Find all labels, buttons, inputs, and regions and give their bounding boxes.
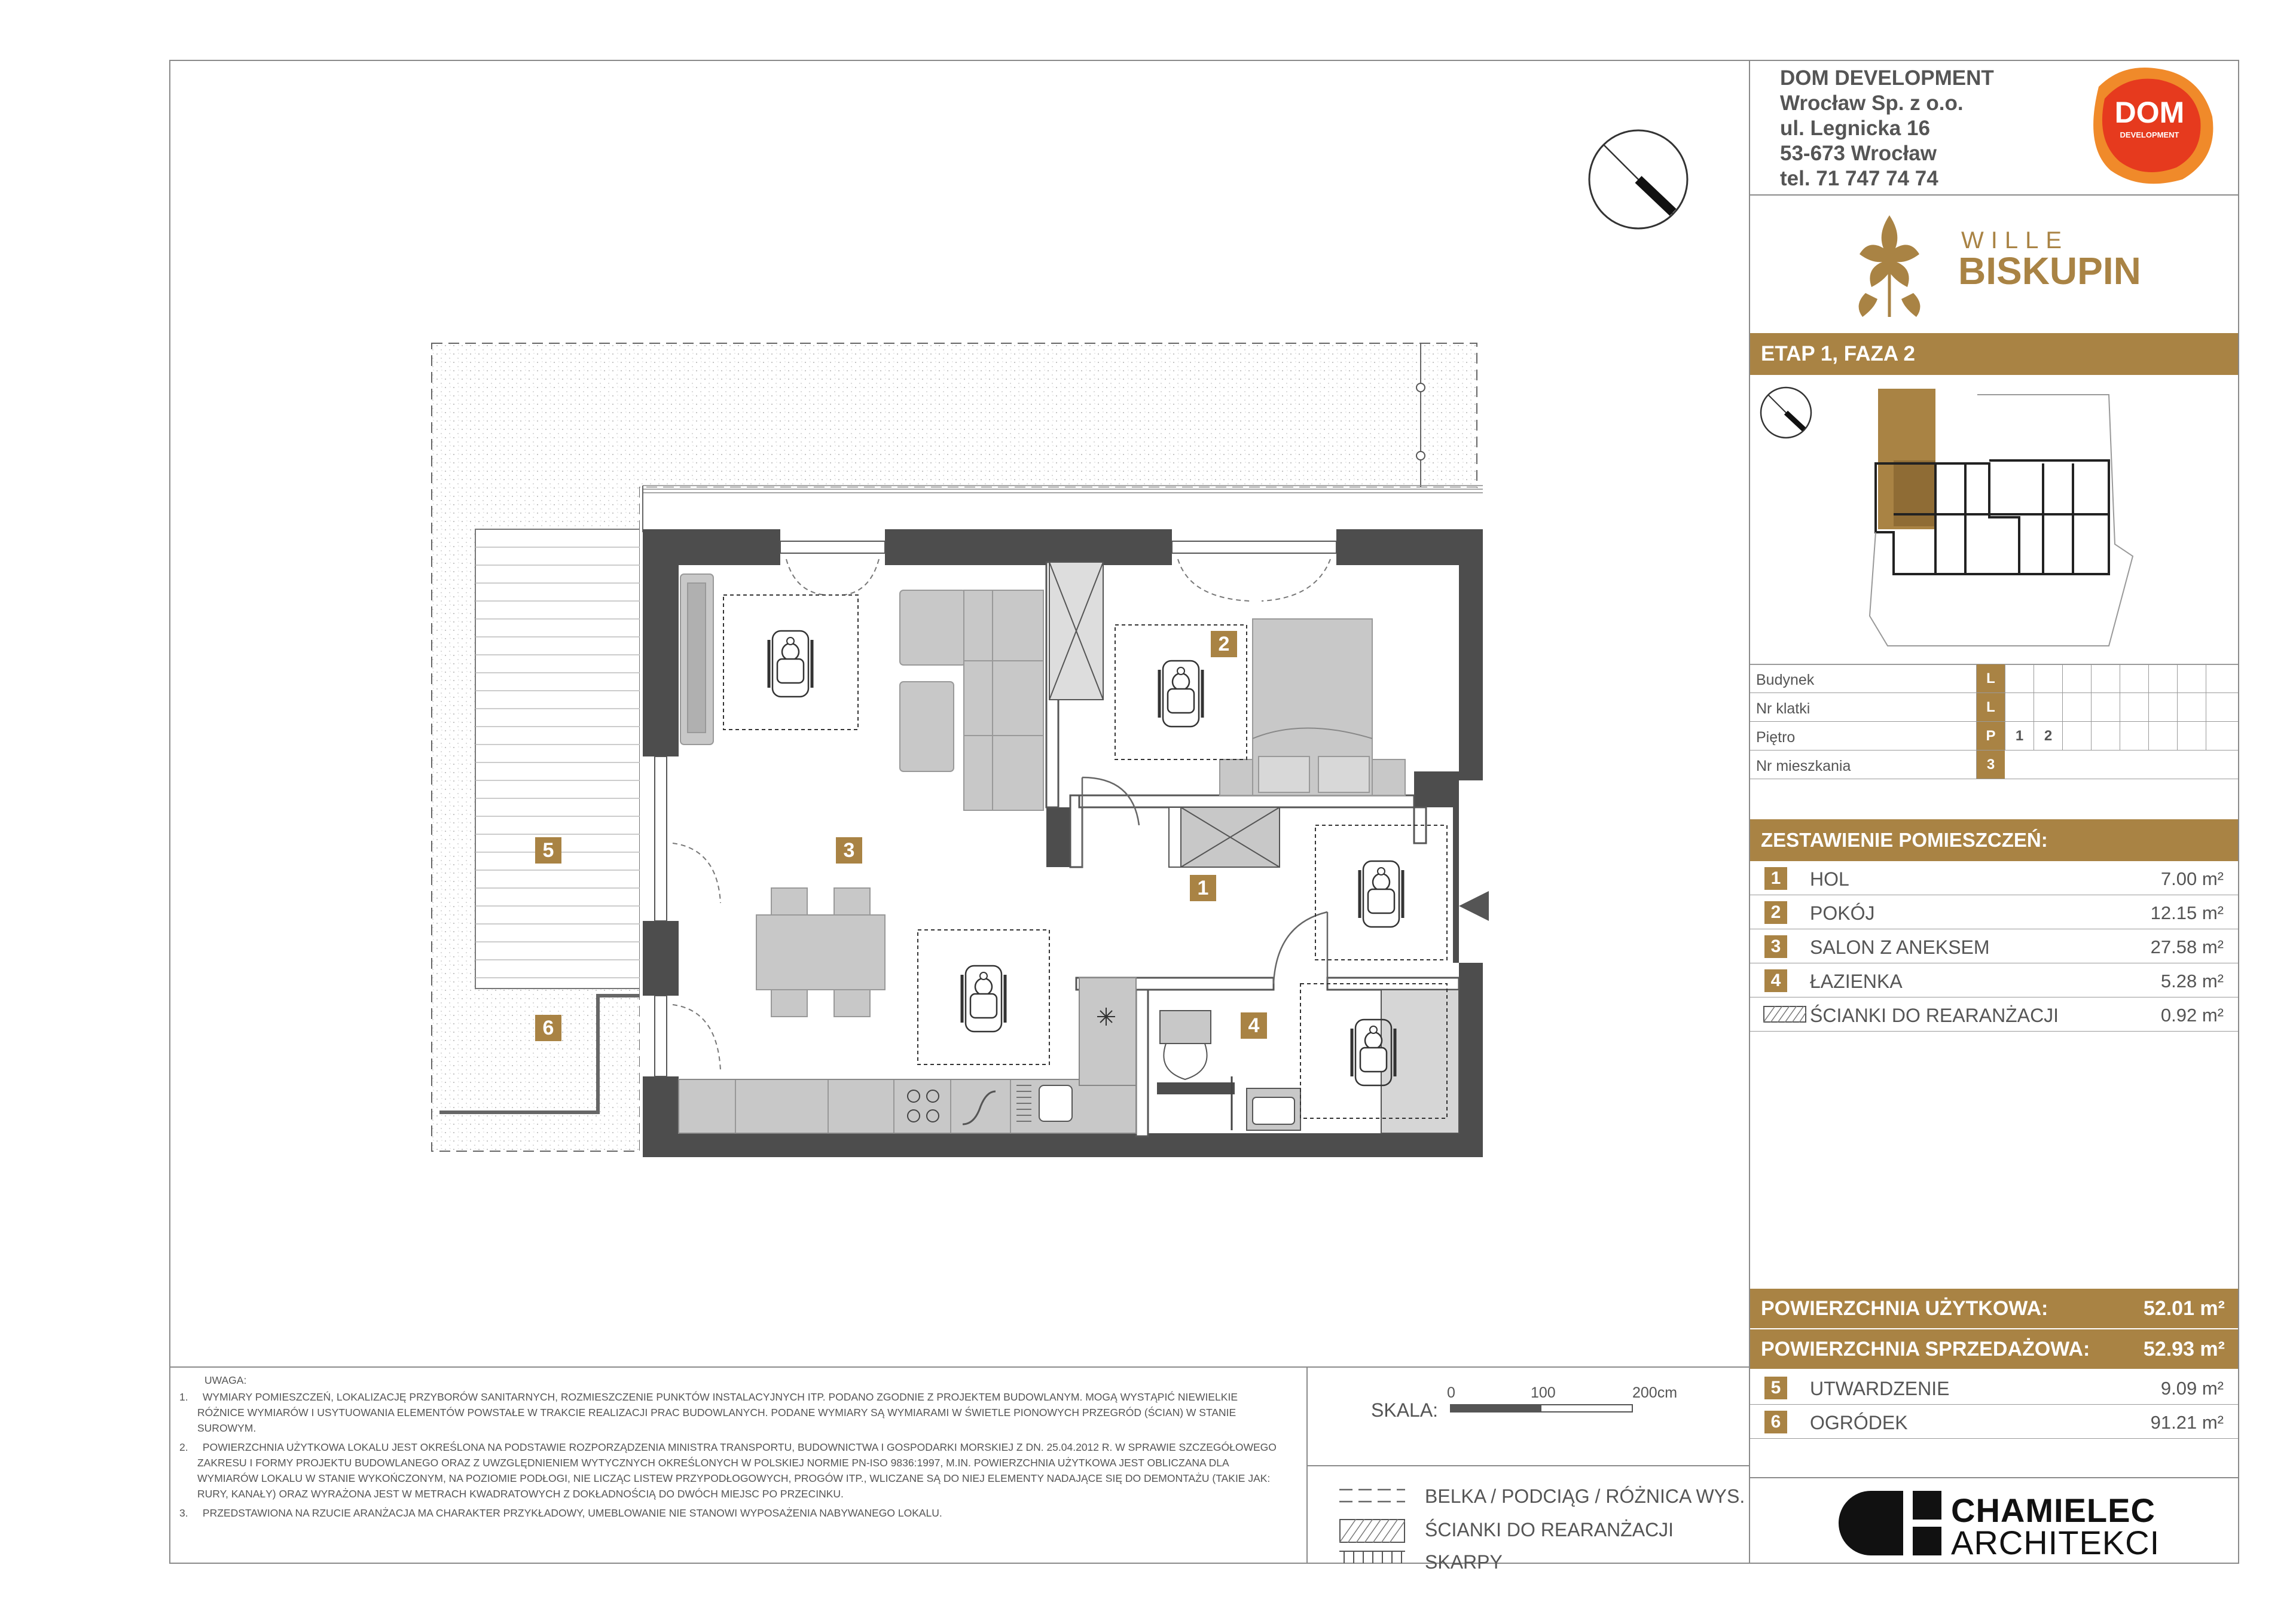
room-row	[1750, 861, 2238, 895]
plan-label-hol: 1	[1190, 875, 1216, 901]
scale-tick-100: 100	[1531, 1384, 1556, 1401]
info-empty-cell	[2206, 722, 2234, 750]
logo-main-text: DOM	[2114, 96, 2185, 129]
room-number-badge: 2	[1764, 901, 1787, 924]
info-empty-cell	[2062, 664, 2091, 692]
note-item: 2. POWIERZCHNIA UŻYTKOWA LOKALU JEST OKREŚLONA NA PODSTAWIE ROZPORZĄDZENIA MINISTRA TRANSPORTU, BUDOWNICTWA I GOSPODARKI MORSKIEJ Z DN. 25.04.2012 R. W SPRAWIE SZCZEGÓŁOWEGO ZAKRESU I FORMY PROJEKTU BUDOWLANEGO ORAZ Z UWZGLĘDNIENIEM WYTYCZNYCH OKREŚLONYCH W POLSKIEJ NORMIE PN-ISO 9836:1997, M.IN. POWIERZCHNIA UŻYTKOWA JEST OBLICZANA DLA WYMIARÓW LOKALU W STANIE WYKOŃCZONYM, NA POZIOMIE PODŁOGI, NIE LICZĄC LISTEW PRZYPODŁOGOWYCH, PROGÓW ITP., WLICZANE SĄ DO NIEJ ELEMENTY NADAJĄCE SIĘ DO DEMONTAŻU (TAKIE JAK: RURY, KANAŁY) ORAZ WYRAŻONA JEST W METRACH KWADRATOWYCH Z DOKŁADNOŚCIĄ DO DWÓCH MIEJSC PO PRZECINKU.	[179, 1441, 1277, 1500]
key-plan	[1750, 377, 2238, 664]
usable-area-bar	[1750, 1289, 2238, 1328]
info-empty-cell	[2005, 664, 2034, 692]
floor-plan	[419, 329, 1501, 1196]
north-compass-icon	[1584, 126, 1692, 233]
info-row-mieszkanie	[1750, 751, 2238, 779]
scale-tick-0: 0	[1447, 1384, 1455, 1401]
room-number-badge: 1	[1764, 867, 1787, 890]
notes-divider	[169, 1366, 1750, 1368]
info-empty-cell	[2148, 664, 2177, 692]
plan-label-lazienka: 4	[1241, 1012, 1267, 1039]
rearrangement-wall-hatch	[1049, 562, 1103, 700]
info-empty-cell	[2091, 664, 2120, 692]
room-name: ŚCIANKI DO REARANŻACJI	[1810, 1005, 2059, 1026]
extra-number-badge: 5	[1764, 1377, 1787, 1399]
info-empty-cell	[2148, 693, 2177, 721]
info-value-cell: P	[1976, 722, 2005, 750]
header-divider	[1750, 194, 2238, 196]
extra-name: UTWARDZENIE	[1810, 1378, 1950, 1399]
info-empty-cell	[2120, 664, 2148, 692]
sales-area-label: POWIERZCHNIA SPRZEDAŻOWA:	[1761, 1338, 2090, 1360]
info-row-pietro	[1750, 722, 2238, 751]
room-row	[1750, 895, 2238, 929]
legend-slope-label: SKARPY	[1425, 1551, 1503, 1573]
info-row-budynek	[1750, 664, 2238, 693]
note-item: 1. WYMIARY POMIESZCZEŃ, LOKALIZACJĘ PRZYBORÓW SANITARNYCH, ROZMIESZCZENIE PUNKTÓW INSTALACYJNYCH ITP. PODANO ZGODNIE Z PROJEKTEM BUDOWLANYM. MOGĄ WYSTĄPIĆ NIEWIELKIE RÓŻNICE WYMIARÓW I USYTUOWANIA ELEMENTÓW POWSTAŁE W TRAKCIE REALIZACJI PRAC BUDOWLANYCH. PODANE WYMIARY SĄ WYMIARAMI W ŚWIETLE PIONOWYCH PRZEGRÓD (ŚCIAN) W STANIE SUROWYM.	[179, 1391, 1238, 1434]
room-area: 5.28 m²	[2160, 971, 2224, 992]
info-empty-cell	[2206, 664, 2234, 692]
plan-label-utwardzenie: 5	[535, 837, 561, 864]
room-row	[1750, 929, 2238, 963]
info-empty-cell	[2206, 693, 2234, 721]
info-value-cell: L	[1976, 664, 2005, 692]
room-area: 27.58 m²	[2150, 936, 2224, 957]
room-name: ŁAZIENKA	[1810, 971, 1903, 992]
company-line: ul. Legnicka 16	[1780, 117, 1930, 140]
info-empty-cell	[2034, 664, 2062, 692]
room-name: HOL	[1810, 868, 1849, 890]
architect-name-2: ARCHITEKCI	[1951, 1524, 2160, 1561]
sales-area-bar	[1750, 1329, 2238, 1369]
info-empty-cell	[2177, 664, 2206, 692]
info-value-cell: 2	[2034, 722, 2062, 750]
hatch-legend-icon	[1339, 1519, 1405, 1543]
info-row-label: Piętro	[1756, 729, 1796, 746]
terrace-area	[475, 529, 640, 989]
architect-logo	[1839, 1486, 2197, 1561]
scale-tick-200: 200cm	[1632, 1384, 1678, 1401]
compass-small-icon	[1761, 388, 1811, 438]
scale-legend-divider	[1306, 1465, 1750, 1466]
info-empty-cell	[2177, 693, 2206, 721]
info-empty-cell	[2148, 722, 2177, 750]
room-name: SALON Z ANEKSEM	[1810, 936, 1990, 958]
info-empty-cell	[2034, 693, 2062, 721]
sales-area-value: 52.93 m²	[2143, 1338, 2225, 1360]
info-empty-cell	[2062, 693, 2091, 721]
wille-biskupin-logo	[1830, 203, 2188, 323]
scale-label: SKALA:	[1371, 1399, 1439, 1421]
extra-name: OGRÓDEK	[1810, 1412, 1908, 1433]
extra-row	[1750, 1405, 2238, 1439]
company-line: Wrocław Sp. z o.o.	[1780, 91, 1964, 115]
rooms-heading-bar	[1750, 819, 2238, 861]
room-row	[1750, 963, 2238, 997]
scale-bar	[1450, 1404, 1633, 1413]
room-area: 0.92 m²	[2160, 1005, 2224, 1026]
extra-row	[1750, 1371, 2238, 1405]
info-empty-cell	[2091, 693, 2120, 721]
plan-label-salon: 3	[836, 837, 862, 864]
architect-divider	[1750, 1477, 2238, 1478]
info-value-cell: 1	[2005, 722, 2034, 750]
legend-hatch-label: ŚCIANKI DO REARANŻACJI	[1425, 1519, 1674, 1540]
scale-bar-filled	[1451, 1405, 1541, 1411]
info-row-label: Budynek	[1756, 672, 1815, 688]
notes-section	[179, 1372, 1286, 1521]
usable-area-value: 52.01 m²	[2143, 1297, 2225, 1320]
slope-legend-icon	[1339, 1550, 1405, 1563]
plan-label-pokoj: 2	[1211, 631, 1237, 657]
info-value-cell: 3	[1976, 751, 2005, 779]
rooms-heading: ZESTAWIENIE POMIESZCZEŃ:	[1761, 829, 2048, 851]
company-info	[1780, 66, 1994, 191]
info-empty-cell	[2091, 722, 2120, 750]
notes-title: UWAGA:	[204, 1374, 247, 1386]
info-empty-cell	[2005, 693, 2034, 721]
company-line: tel. 71 747 74 74	[1780, 167, 1938, 190]
dom-development-logo	[2081, 63, 2224, 188]
extra-number-badge: 6	[1764, 1411, 1787, 1433]
info-row-klatka	[1750, 693, 2238, 722]
info-empty-cell	[2120, 693, 2148, 721]
extra-area: 9.09 m²	[2160, 1378, 2224, 1399]
architect-name-1: CHAMIELEC	[1951, 1491, 2155, 1529]
info-value-cell: L	[1976, 693, 2005, 721]
room-number-badge: 3	[1764, 935, 1787, 958]
stage-label: ETAP 1, FAZA 2	[1761, 342, 1916, 365]
info-empty-cell	[2177, 722, 2206, 750]
note-item: 3. PRZEDSTAWIONA NA RZUCIE ARANŻACJA MA CHARAKTER PRZYKŁADOWY, UMEBLOWANIE NIE STANOWI WYPOSAŻENIA NABYWANEGO LOKALU.	[179, 1507, 942, 1519]
hall-wardrobe	[1169, 807, 1280, 867]
room-name: POKÓJ	[1810, 902, 1875, 924]
info-row-label: Nr klatki	[1756, 700, 1810, 717]
plan-label-ogrodek: 6	[535, 1015, 561, 1041]
oak-leaf-icon	[1859, 215, 1921, 317]
extra-area: 91.21 m²	[2150, 1412, 2224, 1433]
logo-sub-text: DEVELOPMENT	[2120, 130, 2179, 139]
legend-beam-label: BELKA / PODCIĄG / RÓŻNICA WYS.	[1425, 1485, 1745, 1507]
company-line: 53-673 Wrocław	[1780, 142, 1937, 165]
hatch-swatch-icon	[1763, 1006, 1806, 1023]
kitchen-sink-icon	[1039, 1085, 1072, 1121]
room-row	[1750, 997, 2238, 1032]
beam-legend-icon	[1339, 1487, 1405, 1505]
info-empty-cell	[2062, 722, 2091, 750]
room-area: 12.15 m²	[2150, 902, 2224, 923]
info-row-label: Nr mieszkania	[1756, 758, 1851, 774]
logo-biskupin-text: BISKUPIN	[1958, 249, 2141, 292]
stage-bar	[1750, 333, 2238, 375]
company-line: DOM DEVELOPMENT	[1780, 66, 1994, 90]
logo-wille-text: WILLE	[1961, 227, 2069, 254]
chamielec-mark-icon	[1839, 1491, 1952, 1555]
room-area: 7.00 m²	[2160, 868, 2224, 889]
info-empty-cell	[2120, 722, 2148, 750]
usable-area-label: POWIERZCHNIA UŻYTKOWA:	[1761, 1297, 2048, 1320]
room-number-badge: 4	[1764, 969, 1787, 992]
